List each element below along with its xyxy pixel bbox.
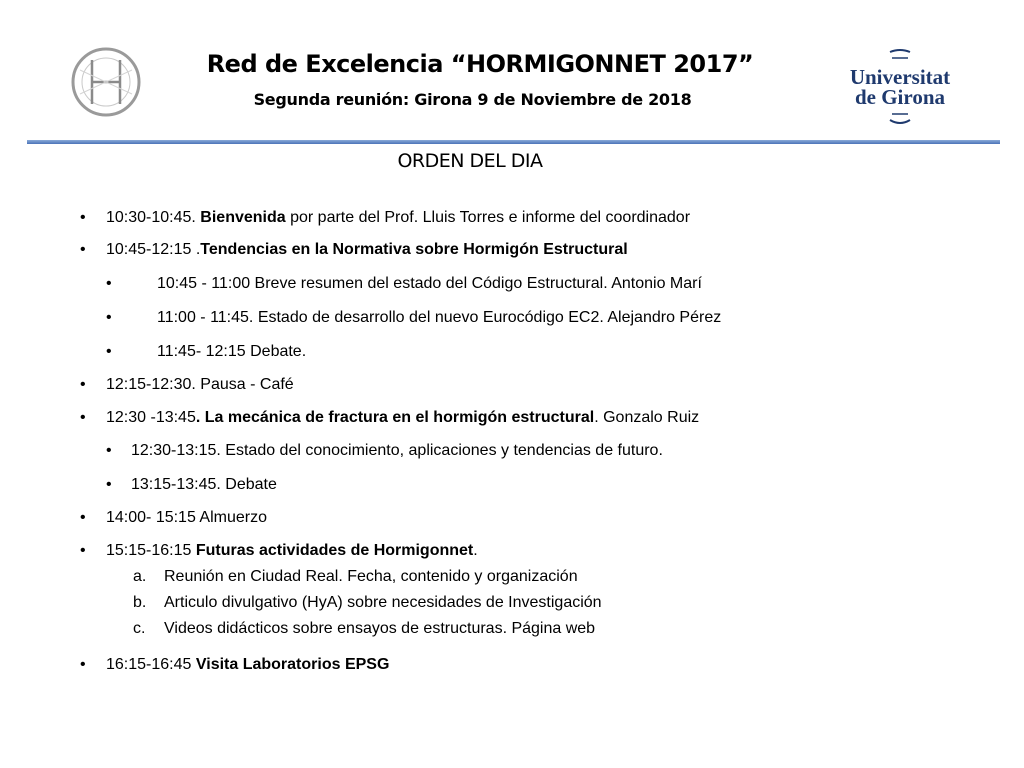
agenda-item: 10:45-12:15 .Tendencias en la Normativa sobre Hormigón Estructural xyxy=(106,241,628,258)
list-marker-b: b. xyxy=(133,594,147,611)
page-subtitle: Segunda reunión: Girona 9 de Noviembre de 2018 xyxy=(253,90,692,109)
bullet-marker: • xyxy=(106,275,112,292)
header-divider xyxy=(27,140,1000,144)
bullet-marker: • xyxy=(106,309,112,326)
section-heading: ORDEN DEL DIA xyxy=(397,150,543,172)
agenda-item: 14:00- 15:15 Almuerzo xyxy=(106,509,267,526)
list-marker-a: a. xyxy=(133,568,147,585)
agenda-item: 12:15-12:30. Pausa - Café xyxy=(106,376,294,393)
agenda-subitem: 11:00 - 11:45. Estado de desarrollo del nuevo Eurocódigo EC2. Alejandro Pérez xyxy=(157,309,722,326)
bullet-marker: • xyxy=(80,409,86,426)
agenda-subitem: Videos didácticos sobre ensayos de estructuras. Página web xyxy=(164,620,596,637)
bullet-marker: • xyxy=(106,476,112,493)
logo-line1: Universitat xyxy=(849,65,951,89)
bullet-marker: • xyxy=(80,509,86,526)
page-title: Red de Excelencia “HORMIGONNET 2017” xyxy=(206,50,754,78)
agenda-item: 15:15-16:15 Futuras actividades de Hormigonnet. xyxy=(106,542,478,559)
list-marker-c: c. xyxy=(133,620,146,637)
agenda-item: 16:15-16:45 Visita Laboratorios EPSG xyxy=(106,656,390,673)
bullet-marker: • xyxy=(80,241,86,258)
agenda-subitem: 11:45- 12:15 Debate. xyxy=(157,343,307,360)
bullet-marker: • xyxy=(80,209,86,226)
logo-line2: de Girona xyxy=(854,85,946,109)
agenda-subitem: 13:15-13:45. Debate xyxy=(131,476,277,493)
agenda-subitem: 12:30-13:15. Estado del conocimiento, aplicaciones y tendencias de futuro. xyxy=(131,442,663,459)
bullet-marker: • xyxy=(80,656,86,673)
bullet-marker: • xyxy=(106,442,112,459)
agenda-subitem: 10:45 - 11:00 Breve resumen del estado del Código Estructural. Antonio Marí xyxy=(157,275,702,292)
bullet-marker: • xyxy=(80,376,86,393)
bullet-marker: • xyxy=(106,343,112,360)
agenda-item: 12:30 -13:45. La mecánica de fractura en el hormigón estructural. Gonzalo Ruiz xyxy=(106,409,700,426)
agenda-subitem: Reunión en Ciudad Real. Fecha, contenido y organización xyxy=(164,568,578,585)
agenda-item: 10:30-10:45. Bienvenida por parte del Prof. Lluis Torres e informe del coordinador xyxy=(106,209,691,226)
agenda-subitem: Articulo divulgativo (HyA) sobre necesidades de Investigación xyxy=(164,594,602,611)
bullet-marker: • xyxy=(80,542,86,559)
